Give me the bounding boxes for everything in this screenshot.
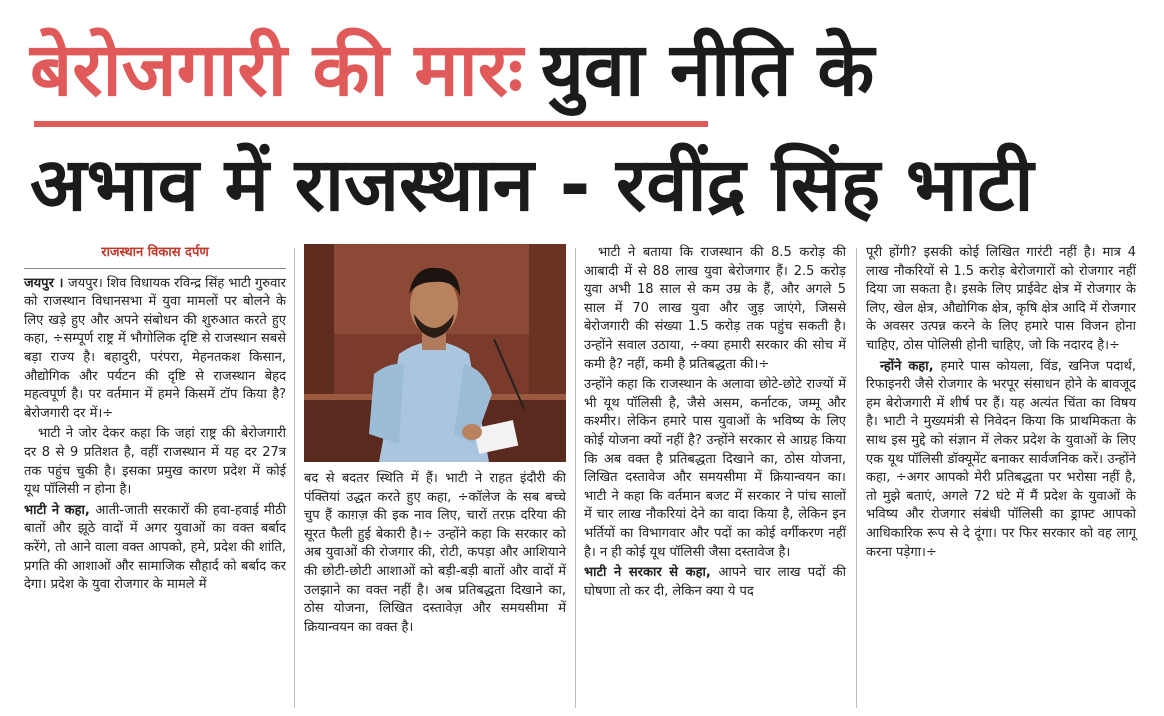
column-divider xyxy=(856,248,857,708)
paragraph-lead: भाटी ने सरकार से कहा, xyxy=(584,565,719,581)
paragraph-lead: भाटी ने कहा, xyxy=(24,502,96,518)
paragraph-text: जयपुर। शिव विधायक रविन्द्र सिंह भाटी गुरुवार को राजस्थान विधानसभा में युवा मामलों पर बोलने के लिए खड़े हुए और अपने संबोधन की शुरुआत करते हुए कहा, ÷सम्पूर्ण राष्ट्र में भौगोलिक दृष्टि से राजस्थान सबसे बड़ा राज्य है। बहादुरी, परंपरा, मेहनतकश किसान, औद्योगिक और पर्यटन की दृष्टि से राजस्थान बेहद महत्वपूर्ण है। पर वर्तमान में हमने किसमें टॉप किया है? बेरोजगारी दर में।÷ xyxy=(24,275,286,421)
headline-underline xyxy=(34,121,708,127)
article-column-1 xyxy=(24,244,286,597)
paragraph: पूरी होंगी? इसकी कोई लिखित गारंटी नहीं है। मात्र 4 लाख नौकरियों से 1.5 करोड़ बेरोजगारों को रोजगार नहीं दिया जा सकता है। इसके लिए प्राईवेट क्षेत्र में रोजगार के लिए, खेल क्षेत्र, औद्योगिक क्षेत्र, कृषि क्षेत्र आदि में रोजगार के अवसर उत्पन्न करने के लिए हमारे पास विजन होना चाहिए, ठोस पोलिसी होनी चाहिए, जो कि नदारद है।÷ xyxy=(866,245,1136,353)
paragraph-text: हमारे पास कोयला, विंड, खनिज पदार्थ, रिफाइनरी जैसे रोजगार के भरपूर संसाधन होने के बावजूद हम बेरोजगारी में शीर्ष पर हैं। यह अत्यंत चिंता का विषय है। भाटी ने मुख्यमंत्री से निवेदन किया कि प्राथमिकता के साथ इस मुद्दे को संज्ञान में लेकर प्रदेश के युवाओं के लिए एक यूथ पॉलिसी डॉक्यूमेंट बनाकर सार्वजनिक करें। उन्होंने कहा, ÷अगर आपको मेरी प्रतिबद्धता पर भरोसा नहीं है, तो मुझे बताएं, अगले 72 घंटे में मैं प्रदेश के युवाओं के भविष्य और रोजगार संबंधी पॉलिसी का ड्राफ्ट आपको आधिकारिक रूप से दे दूंगा। पर फिर सरकार को वह लागू करना पड़ेगा।÷ xyxy=(866,358,1136,560)
paragraph xyxy=(584,564,846,601)
paragraph xyxy=(24,275,286,424)
headline xyxy=(0,0,1164,240)
paragraph: बद से बदतर स्थिति में हैं। भाटी ने राहत इंदौरी की पंक्तियां उद्धत करते हुए कहा, ÷कॉलेज के सब बच्चे चुप हैं काग़ज़ की इक नाव लिए, चारों तरफ़ दरिया की सूरत फैली हुई बेकारी है।÷ उन्होंने कहा कि सरकार को अब युवाओं की रोजगार की, रोटी, कपड़ा और आशियाने की छोटी-छोटी आशाओं को बड़ी-बड़ी बातों और वादों में उलझाने का वक्त नहीं है। अब प्रतिबद्धता दिखाने का, ठोस योजना, लिखित दस्तावेज़ और समयसीमा में क्रियान्वयन का वक्त है। xyxy=(304,471,566,635)
speaker-photo xyxy=(304,244,566,462)
article-column-3 xyxy=(584,244,846,603)
paragraph xyxy=(24,502,286,595)
column-divider xyxy=(294,248,295,708)
dateline: जयपुर । xyxy=(24,275,68,291)
paragraph: भाटी ने जोर देकर कहा कि जहां राष्ट्र की बेरोजगारी दर 8 से 9 प्रतिशत है, वहीं राजस्थान में यह दर 27त्र तक पहुंच चुकी है। इसका प्रमुख कारण प्रदेश में कोई यूथ पॉलिसी न होना है। xyxy=(24,426,286,498)
article-column-2 xyxy=(304,470,566,639)
paragraph-lead: न्होंने कहा, xyxy=(880,358,941,374)
headline-part: युवा नीति के xyxy=(541,27,875,113)
photo-illustration xyxy=(304,244,566,462)
headline-line-1 xyxy=(30,10,874,130)
byline: राजस्थान विकास दर्पण xyxy=(24,244,286,269)
paragraph: भाटी ने बताया कि राजस्थान की 8.5 करोड़ की आबादी में से 88 लाख युवा बेरोजगार हैं। 2.5 करोड़ युवा अभी 18 साल से कम उम्र के हैं, और अगले 5 साल में 70 लाख युवा और जुड़ जाएंगे, जिससे बेरोजगारी की संख्या 1.5 करोड़ तक पहुंच सकती है। उन्होंने सवाल उठाया, ÷क्या हमारी सरकार की सोच में कमी है? नहीं, कमी है प्रतिबद्धता की।÷ xyxy=(584,245,846,372)
headline-line-2: अभाव में राजस्थान - रवींद्र सिंह भाटी xyxy=(30,142,1034,228)
paragraph: उन्होंने कहा कि राजस्थान के अलावा छोटे-छोटे राज्यों में भी यूथ पॉलिसी है, जैसे असम, कर्नाटक, जम्मू और कश्मीर। लेकिन हमारे पास युवाओं के भविष्य के लिए कोई योजना क्यों नहीं है? उन्होंने सरकार से आग्रह किया कि अब वक्त है प्रतिबद्धता दिखाने का, ठोस योजना, लिखित दस्तावेज और समयसीमा में क्रियान्वयन का। भाटी ने कहा कि वर्तमान बजट में सरकार ने पांच सालों में चार लाख नौकरियां देने का वादा किया है, लेकिन इन भर्तियों का विभागवार और पदों का कोई वर्गीकरण नहीं है। न ही कोई यूथ पॉलिसी जैसा दस्तावेज है। xyxy=(584,377,846,560)
headline-highlight: बेरोजगारी की मारः xyxy=(30,27,524,113)
paragraph-text: आपने चार लाख पदों की घोषणा तो कर दी, लेकिन क्या ये पद xyxy=(584,565,846,599)
column-divider xyxy=(575,248,576,708)
paragraph xyxy=(866,358,1136,563)
paragraph-text: आती-जाती सरकारों की हवा-हवाई मीठी बातों और झूठे वादों में अगर युवाओं का वक्त बर्बाद करेंगे, तो आने वाला वक्त आपको, हमे, प्रदेश की शांति, प्रगति की आशाओं और सामाजिक सौहार्द को बर्बाद कर देगा। प्रदेश के युवा रोजगार के मामले में xyxy=(24,502,286,593)
article-column-4 xyxy=(866,244,1136,564)
